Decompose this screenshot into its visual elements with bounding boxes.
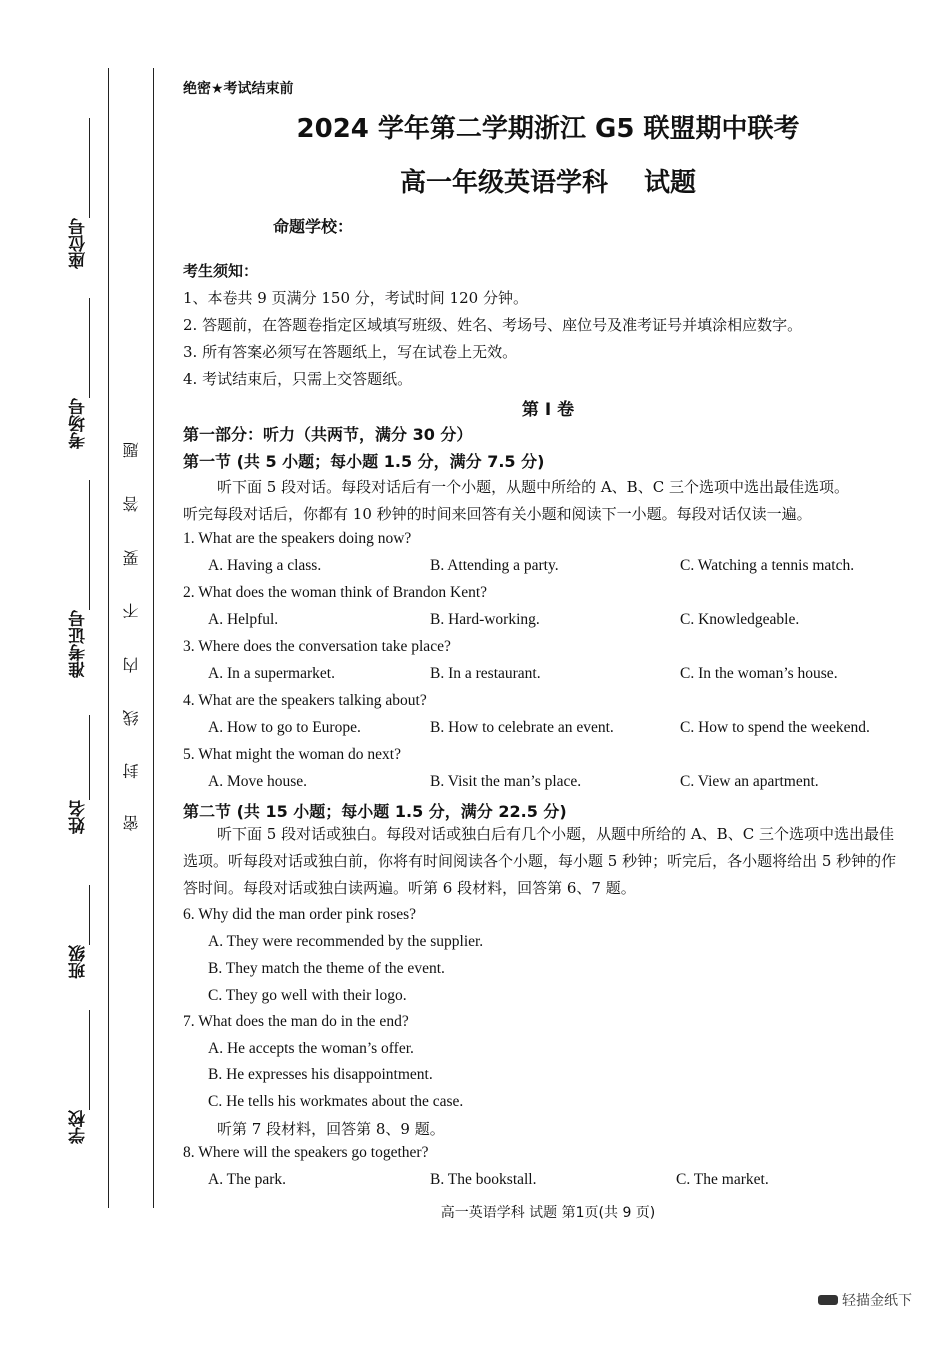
option-b: B. The bookstall. bbox=[430, 1171, 537, 1188]
field-class bbox=[66, 885, 91, 979]
option-c: C. In the woman’s house. bbox=[680, 665, 838, 682]
seal-char: 线 bbox=[122, 710, 141, 726]
watermark-text: 轻描金纸下 bbox=[842, 1293, 912, 1309]
question: 3. Where does the conversation take place? bbox=[183, 638, 451, 655]
field-exam-room bbox=[66, 298, 91, 449]
section1-instruction: 听完每段对话后，你都有 10 秒钟的时间来回答有关小题和阅读下一小题。每段对话仅读一遍。 bbox=[183, 505, 812, 523]
exam-title: 2024 学年第二学期浙江 G5 联盟期中联考 bbox=[296, 114, 800, 144]
logo-icon bbox=[818, 1295, 838, 1305]
section2-instruction: 听第 7 段材料，回答第 8、9 题。 bbox=[217, 1120, 445, 1138]
field-label: 学校 bbox=[69, 1110, 89, 1144]
notice-heading: 考生须知： bbox=[183, 262, 259, 280]
option-a: A. How to go to Europe. bbox=[208, 719, 361, 736]
field-label: 班级 bbox=[69, 945, 89, 979]
field-label: 姓名 bbox=[69, 800, 89, 834]
field-label: 座位号 bbox=[69, 218, 89, 269]
option-a: A. The park. bbox=[208, 1171, 287, 1188]
field-school bbox=[66, 1010, 91, 1144]
exam-subtitle bbox=[183, 162, 913, 199]
section2-instruction: 听下面 5 段对话或独白。每段对话或独白后有几个小题，从题中所给的 A、B、C 三个选项中选出最佳选项。听每段对话或独白前，你将有时间阅读各个小题，每小题 5 秒钟；听完后，各小题将给出 5 秒钟的作答时间。每段对话或独白读两遍。听第 6 段材料，回答第 6、7 题。 bbox=[183, 825, 897, 897]
question: 7. What does the man do in the end? bbox=[183, 1013, 409, 1030]
paper-label: 试题 bbox=[644, 168, 697, 198]
option-b: B. Hard-working. bbox=[430, 611, 540, 628]
field-label: 考场号 bbox=[69, 398, 89, 449]
option-c: C. How to spend the weekend. bbox=[680, 719, 870, 736]
question: 6. Why did the man order pink roses? bbox=[183, 906, 417, 923]
subject-label: 高一年级英语学科 bbox=[399, 168, 608, 198]
seal-char: 要 bbox=[122, 550, 141, 566]
option-c: C. Watching a tennis match. bbox=[680, 557, 855, 574]
notice-item: 2. 答题前，在答题卷指定区域填写班级、姓名、考场号、座位号及准考证号并填涂相应数字。 bbox=[183, 316, 803, 334]
option-b: B. He expresses his disappointment. bbox=[208, 1066, 433, 1083]
page-footer: 高一英语学科 试题 第1页(共 9 页) bbox=[440, 1205, 656, 1221]
seal-char: 答 bbox=[122, 496, 141, 512]
binding-line-inner bbox=[153, 68, 154, 1208]
option-c: C. They go well with their logo. bbox=[208, 987, 407, 1004]
watermark-logo bbox=[818, 1290, 912, 1310]
part1-heading: 第一部分：听力（共两节，满分 30 分） bbox=[183, 425, 473, 444]
option-a: A. They were recommended by the supplier. bbox=[208, 933, 484, 950]
section2-heading: 第二节 (共 15 小题；每小题 1.5 分，满分 22.5 分) bbox=[183, 802, 567, 821]
option-a: A. Helpful. bbox=[208, 611, 279, 628]
question: 1. What are the speakers doing now? bbox=[183, 530, 412, 547]
option-b: B. They match the theme of the event. bbox=[208, 960, 445, 977]
question: 8. Where will the speakers go together? bbox=[183, 1144, 429, 1161]
seal-char: 密 bbox=[122, 815, 141, 831]
option-b: B. Attending a party. bbox=[430, 557, 559, 574]
option-a: A. He accepts the woman’s offer. bbox=[208, 1040, 414, 1057]
option-b: B. In a restaurant. bbox=[430, 665, 541, 682]
notice-item: 1、本卷共 9 页满分 150 分，考试时间 120 分钟。 bbox=[183, 289, 528, 307]
option-c: C. Knowledgeable. bbox=[680, 611, 800, 628]
notice-item: 4. 考试结束后，只需上交答题纸。 bbox=[183, 370, 413, 388]
notice-item: 3. 所有答案必须写在答题纸上，写在试卷上无效。 bbox=[183, 343, 518, 361]
field-admission-number bbox=[66, 480, 91, 678]
option-b: B. Visit the man’s place. bbox=[430, 773, 582, 790]
question: 2. What does the woman think of Brandon Kent? bbox=[183, 584, 488, 601]
field-name bbox=[66, 715, 91, 834]
binding-line-outer bbox=[108, 68, 109, 1208]
question: 4. What are the speakers talking about? bbox=[183, 692, 427, 709]
seal-char: 内 bbox=[122, 657, 141, 673]
option-c: C. View an apartment. bbox=[680, 773, 819, 790]
option-a: A. In a supermarket. bbox=[208, 665, 335, 682]
volume-heading: 第 I 卷 bbox=[521, 400, 575, 420]
option-b: B. How to celebrate an event. bbox=[430, 719, 614, 736]
option-a: A. Having a class. bbox=[208, 557, 322, 574]
section1-heading: 第一节 (共 5 小题；每小题 1.5 分，满分 7.5 分) bbox=[183, 452, 545, 471]
seal-char: 封 bbox=[122, 763, 141, 779]
school-label: 命题学校： bbox=[273, 217, 354, 236]
option-c: C. The market. bbox=[676, 1171, 769, 1188]
option-c: C. He tells his workmates about the case. bbox=[208, 1093, 464, 1110]
field-label: 准考证号 bbox=[69, 610, 89, 678]
field-seat-number bbox=[66, 118, 91, 269]
confidential-label: 绝密★考试结束前 bbox=[183, 81, 294, 97]
seal-char: 不 bbox=[122, 603, 141, 619]
section1-instruction: 听下面 5 段对话。每段对话后有一个小题，从题中所给的 A、B、C 三个选项中选出最佳选项。 bbox=[217, 478, 849, 496]
question: 5. What might the woman do next? bbox=[183, 746, 401, 763]
seal-char: 题 bbox=[122, 442, 141, 458]
option-a: A. Move house. bbox=[208, 773, 308, 790]
